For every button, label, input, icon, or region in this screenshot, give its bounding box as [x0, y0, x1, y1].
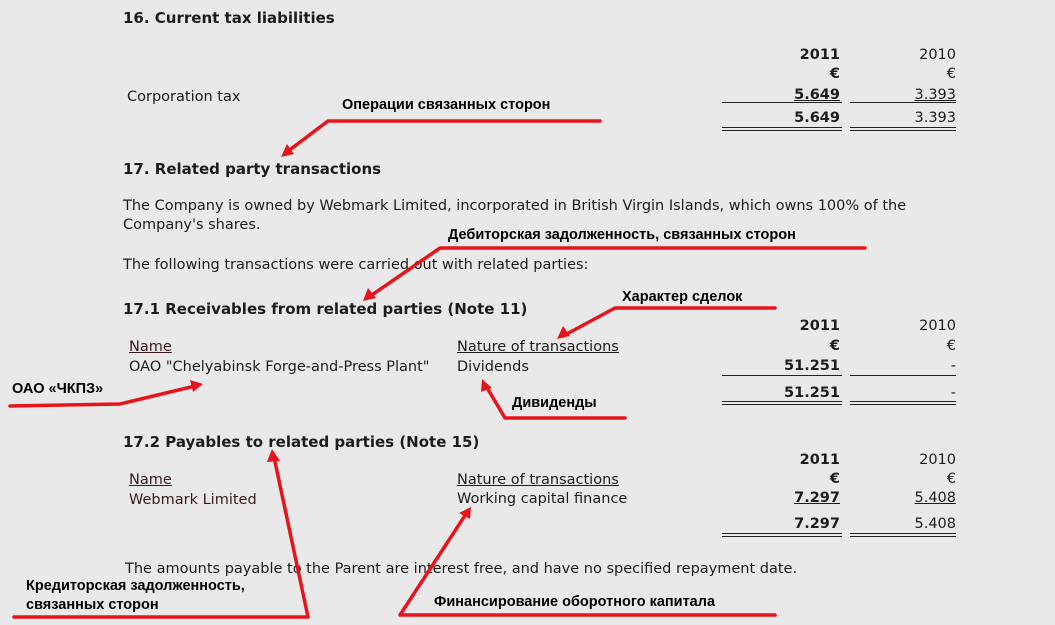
corporation-tax-label: Corporation tax: [127, 89, 241, 105]
currency-label: €: [946, 471, 956, 487]
corporation-tax-2010: 3.393: [914, 87, 956, 103]
receivable-2010: -: [950, 358, 956, 374]
payable-nature: Working capital finance: [457, 491, 628, 507]
arrowhead: [281, 144, 294, 157]
receivable-nature: Dividends: [457, 359, 529, 375]
year-2011-header: 2011: [799, 318, 840, 334]
currency-label: €: [946, 338, 956, 354]
annotation-oao: ОАО «ЧКПЗ»: [12, 381, 104, 397]
section-17-title: 17. Related party transactions: [123, 160, 382, 178]
corporation-tax-2011: 5.649: [794, 87, 840, 103]
payable-total-2011: 7.297: [794, 516, 840, 532]
total-2010: 3.393: [914, 110, 956, 126]
column-nature-header: Nature of transactions: [457, 472, 619, 488]
annotation-nature: Характер сделок: [622, 289, 743, 305]
payable-total-2010: 5.408: [914, 516, 956, 532]
column-name-header: Name: [129, 472, 172, 488]
payable-2011: 7.297: [794, 490, 840, 506]
arrowhead: [190, 380, 203, 392]
total-2011: 5.649: [794, 110, 840, 126]
ownership-paragraph-line2: Company's shares.: [123, 217, 261, 233]
column-name-header: Name: [129, 339, 172, 355]
currency-label: €: [946, 66, 956, 82]
annotation-receivables: Дебиторская задолженность, связанных сторон: [448, 227, 796, 243]
payable-party-name: Webmark Limited: [129, 492, 257, 508]
currency-label: €: [829, 338, 840, 354]
arrowhead: [267, 449, 280, 462]
year-2011-header: 2011: [799, 452, 840, 468]
payable-2010: 5.408: [914, 490, 956, 506]
section-17-2-title: 17.2 Payables to related parties (Note 15): [123, 433, 480, 451]
currency-label: €: [829, 66, 840, 82]
currency-label: €: [829, 471, 840, 487]
annotation-payables-line2: связанных сторон: [26, 597, 159, 613]
annotation-related-party-ops: Операции связанных сторон: [342, 97, 551, 113]
year-2010-header: 2010: [919, 47, 956, 63]
year-2011-header: 2011: [799, 47, 840, 63]
annotation-working-capital: Финансирование оборотного капитала: [434, 594, 716, 610]
annotation-payables-line1: Кредиторская задолженность,: [26, 578, 245, 594]
receivable-party-name: OAO "Chelyabinsk Forge-and-Press Plant": [129, 359, 430, 375]
section-17-1-title: 17.1 Receivables from related parties (Note 11): [123, 300, 528, 318]
payables-footnote: The amounts payable to the Parent are interest free, and have no specified repayment date.: [125, 561, 798, 577]
year-2010-header: 2010: [919, 452, 956, 468]
receivable-2011: 51.251: [784, 358, 840, 374]
ownership-paragraph-line1: The Company is owned by Webmark Limited, incorporated in British Virgin Islands, which owns 100% of the: [123, 198, 907, 214]
arrow-nature: [563, 308, 775, 336]
column-nature-header: Nature of transactions: [457, 339, 619, 355]
arrow-related-party-ops: [287, 121, 600, 152]
receivable-total-2010: -: [950, 385, 956, 401]
transactions-intro: The following transactions were carried out with related parties:: [123, 257, 589, 273]
receivable-total-2011: 51.251: [784, 385, 840, 401]
year-2010-header: 2010: [919, 318, 956, 334]
arrow-receivables: [369, 248, 865, 297]
section-16-title: 16. Current tax liabilities: [123, 9, 335, 27]
annotation-dividends: Дивиденды: [512, 395, 597, 411]
